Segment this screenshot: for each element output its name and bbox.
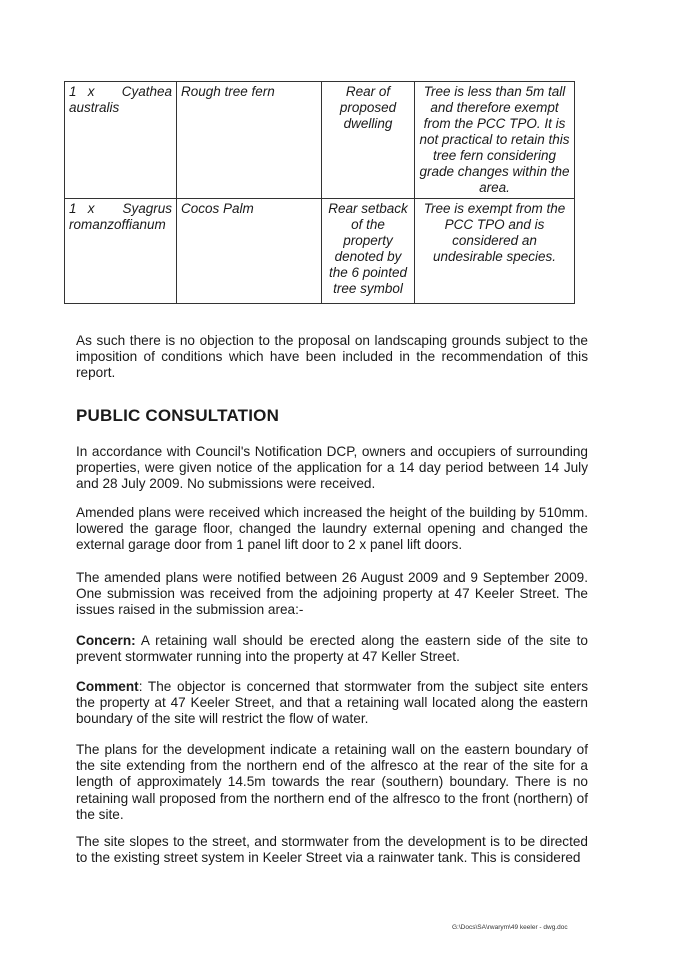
concern-text: A retaining wall should be erected along the eastern side of the site to prevent stormwater running into the property at 47 Keller Street. [76, 633, 588, 665]
file-path-footer: G:\Docs\SA\rwarym\49 keeler - dwg.doc [452, 924, 568, 931]
multiply-sign: x [87, 201, 95, 216]
table-row [65, 199, 575, 304]
comment-text: : The objector is concerned that stormwater from the subject site enters the property at 47 Keeler Street, and that a retaining wall located along the eastern boundary of the site will restrict the flow of water. [76, 679, 588, 727]
plans-paragraph: The plans for the development indicate a retaining wall on the eastern boundary of the site extending from the northern end of the alfresco at the rear of the site for a length of approximately 14.5m towards the rear (southern) boundary. There is no retaining wall proposed from the northern end of the alfresco to the front (northern) of the site. [76, 742, 588, 822]
landscaping-conclusion: As such there is no objection to the proposal on landscaping grounds subject to the imposition of conditions which have been included in the recommendation of this report. [76, 333, 588, 381]
comment-label: Comment [76, 679, 139, 694]
section-heading: PUBLIC CONSULTATION [76, 406, 280, 425]
quantity: 1 [69, 201, 77, 216]
tree-assessment-table [64, 81, 575, 304]
species: romanzoffianum [69, 217, 166, 232]
slope-paragraph: The site slopes to the street, and stormwater from the development is to be directed to the existing street system in Keeler Street via a rainwater tank. This is considered [76, 834, 588, 866]
comment-cell: Tree is exempt from the PCC TPO and is considered an undesirable species. [415, 199, 575, 304]
concern-paragraph [76, 633, 588, 665]
quantity: 1 [69, 84, 77, 99]
notification-paragraph: In accordance with Council's Notification DCP, owners and occupiers of surrounding properties, were given notice of the application for a 14 day period between 14 July and 28 July 2009. No submissions were received. [76, 444, 588, 492]
concern-label: Concern: [76, 633, 136, 648]
location-cell: Rear setback of the property denoted by the 6 pointed tree symbol [322, 199, 415, 304]
species-cell [65, 199, 177, 304]
amended-plans-paragraph: Amended plans were received which increased the height of the building by 510mm. lowered the garage floor, changed the laundry external opening and changed the external garage door from 1 panel lift door to 2 x panel lift doors. [76, 505, 588, 553]
species-cell [65, 82, 177, 199]
multiply-sign: x [87, 84, 95, 99]
common-name-cell: Cocos Palm [177, 199, 322, 304]
table-row [65, 82, 575, 199]
species: australis [69, 100, 120, 115]
common-name-cell: Rough tree fern [177, 82, 322, 199]
comment-paragraph [76, 679, 588, 728]
genus: Syagrus [122, 201, 172, 216]
comment-cell: Tree is less than 5m tall and therefore exempt from the PCC TPO. It is not practical to retain this tree fern considering grade changes within the area. [415, 82, 575, 199]
renotification-paragraph: The amended plans were notified between 26 August 2009 and 9 September 2009. One submission was received from the adjoining property at 47 Keeler Street. The issues raised in the submission area:- [76, 570, 588, 618]
genus: Cyathea [121, 84, 172, 99]
location-cell: Rear of proposed dwelling [322, 82, 415, 199]
